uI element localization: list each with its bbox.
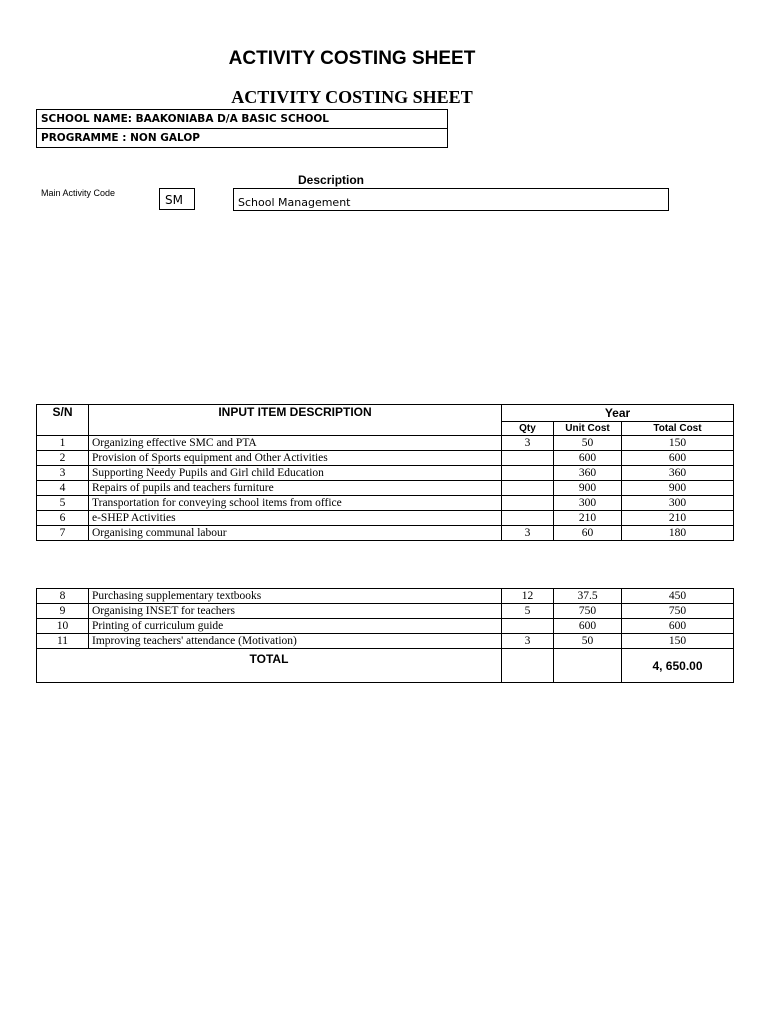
row-total-cost: 360 [622, 466, 734, 481]
row-unit-cost: 50 [554, 634, 622, 649]
row-qty: 3 [502, 526, 554, 541]
col-header-unit-cost: Unit Cost [554, 422, 622, 436]
page-title: ACTIVITY COSTING SHEET [228, 48, 476, 69]
row-sn: 9 [37, 604, 89, 619]
col-header-total-cost: Total Cost [622, 422, 734, 436]
main-activity-code: SM [159, 188, 195, 210]
row-total-cost: 150 [622, 634, 734, 649]
programme: PROGRAMME : NON GALOP [37, 128, 447, 147]
row-qty [502, 511, 554, 526]
table-row [37, 589, 734, 604]
row-description: Organizing effective SMC and PTA [89, 436, 502, 451]
school-name: SCHOOL NAME: BAAKONIABA D/A BASIC SCHOOL [41, 113, 329, 125]
row-unit-cost: 50 [554, 436, 622, 451]
row-total-cost: 450 [622, 589, 734, 604]
table-row [37, 604, 734, 619]
main-activity-code-label: Main Activity Code [41, 188, 116, 198]
row-total-cost: 180 [622, 526, 734, 541]
total-value: 4, 650.00 [622, 649, 734, 683]
row-qty [502, 466, 554, 481]
row-unit-cost: 900 [554, 481, 622, 496]
row-total-cost: 300 [622, 496, 734, 511]
row-description: Organising INSET for teachers [89, 604, 502, 619]
row-total-cost: 600 [622, 451, 734, 466]
table-row [37, 451, 734, 466]
col-header-sn: S/N [37, 405, 89, 436]
row-sn: 1 [37, 436, 89, 451]
col-header-description: INPUT ITEM DESCRIPTION [89, 405, 502, 436]
row-qty [502, 496, 554, 511]
row-description: Improving teachers' attendance (Motivation) [89, 634, 502, 649]
row-sn: 5 [37, 496, 89, 511]
row-description: Purchasing supplementary textbooks [89, 589, 502, 604]
row-total-cost: 900 [622, 481, 734, 496]
row-unit-cost: 60 [554, 526, 622, 541]
row-description: Organising communal labour [89, 526, 502, 541]
row-qty [502, 481, 554, 496]
total-unit-cell [554, 649, 622, 683]
row-description: Printing of curriculum guide [89, 619, 502, 634]
activity-description: School Management [233, 188, 669, 211]
table-row [37, 436, 734, 451]
table-row [37, 619, 734, 634]
row-total-cost: 750 [622, 604, 734, 619]
row-qty [502, 619, 554, 634]
col-header-qty: Qty [502, 422, 554, 436]
row-unit-cost: 37.5 [554, 589, 622, 604]
row-qty: 3 [502, 634, 554, 649]
row-sn: 11 [37, 634, 89, 649]
table-row [37, 481, 734, 496]
row-total-cost: 210 [622, 511, 734, 526]
row-total-cost: 150 [622, 436, 734, 451]
row-description: Provision of Sports equipment and Other Activities [89, 451, 502, 466]
row-description: Transportation for conveying school items from office [89, 496, 502, 511]
total-qty-cell [502, 649, 554, 683]
row-qty: 3 [502, 436, 554, 451]
row-unit-cost: 600 [554, 451, 622, 466]
row-sn: 3 [37, 466, 89, 481]
row-unit-cost: 750 [554, 604, 622, 619]
row-sn: 10 [37, 619, 89, 634]
row-description: Supporting Needy Pupils and Girl child Education [89, 466, 502, 481]
row-qty: 12 [502, 589, 554, 604]
table-row [37, 466, 734, 481]
row-description: Repairs of pupils and teachers furniture [89, 481, 502, 496]
row-sn: 4 [37, 481, 89, 496]
table-row [37, 511, 734, 526]
table-row [37, 496, 734, 511]
row-unit-cost: 360 [554, 466, 622, 481]
row-qty: 5 [502, 604, 554, 619]
description-label: Description [298, 173, 365, 187]
cost-table-part2 [36, 588, 734, 683]
row-sn: 8 [37, 589, 89, 604]
row-qty [502, 451, 554, 466]
row-description: e-SHEP Activities [89, 511, 502, 526]
row-sn: 2 [37, 451, 89, 466]
row-sn: 7 [37, 526, 89, 541]
total-label: TOTAL [37, 649, 502, 683]
row-unit-cost: 210 [554, 511, 622, 526]
cost-table-part1 [36, 404, 734, 541]
col-header-year: Year [502, 405, 734, 422]
page-subtitle: ACTIVITY COSTING SHEET [231, 87, 473, 107]
row-unit-cost: 300 [554, 496, 622, 511]
row-unit-cost: 600 [554, 619, 622, 634]
row-sn: 6 [37, 511, 89, 526]
table-row [37, 634, 734, 649]
row-total-cost: 600 [622, 619, 734, 634]
table-row [37, 526, 734, 541]
school-info-box [36, 109, 448, 148]
